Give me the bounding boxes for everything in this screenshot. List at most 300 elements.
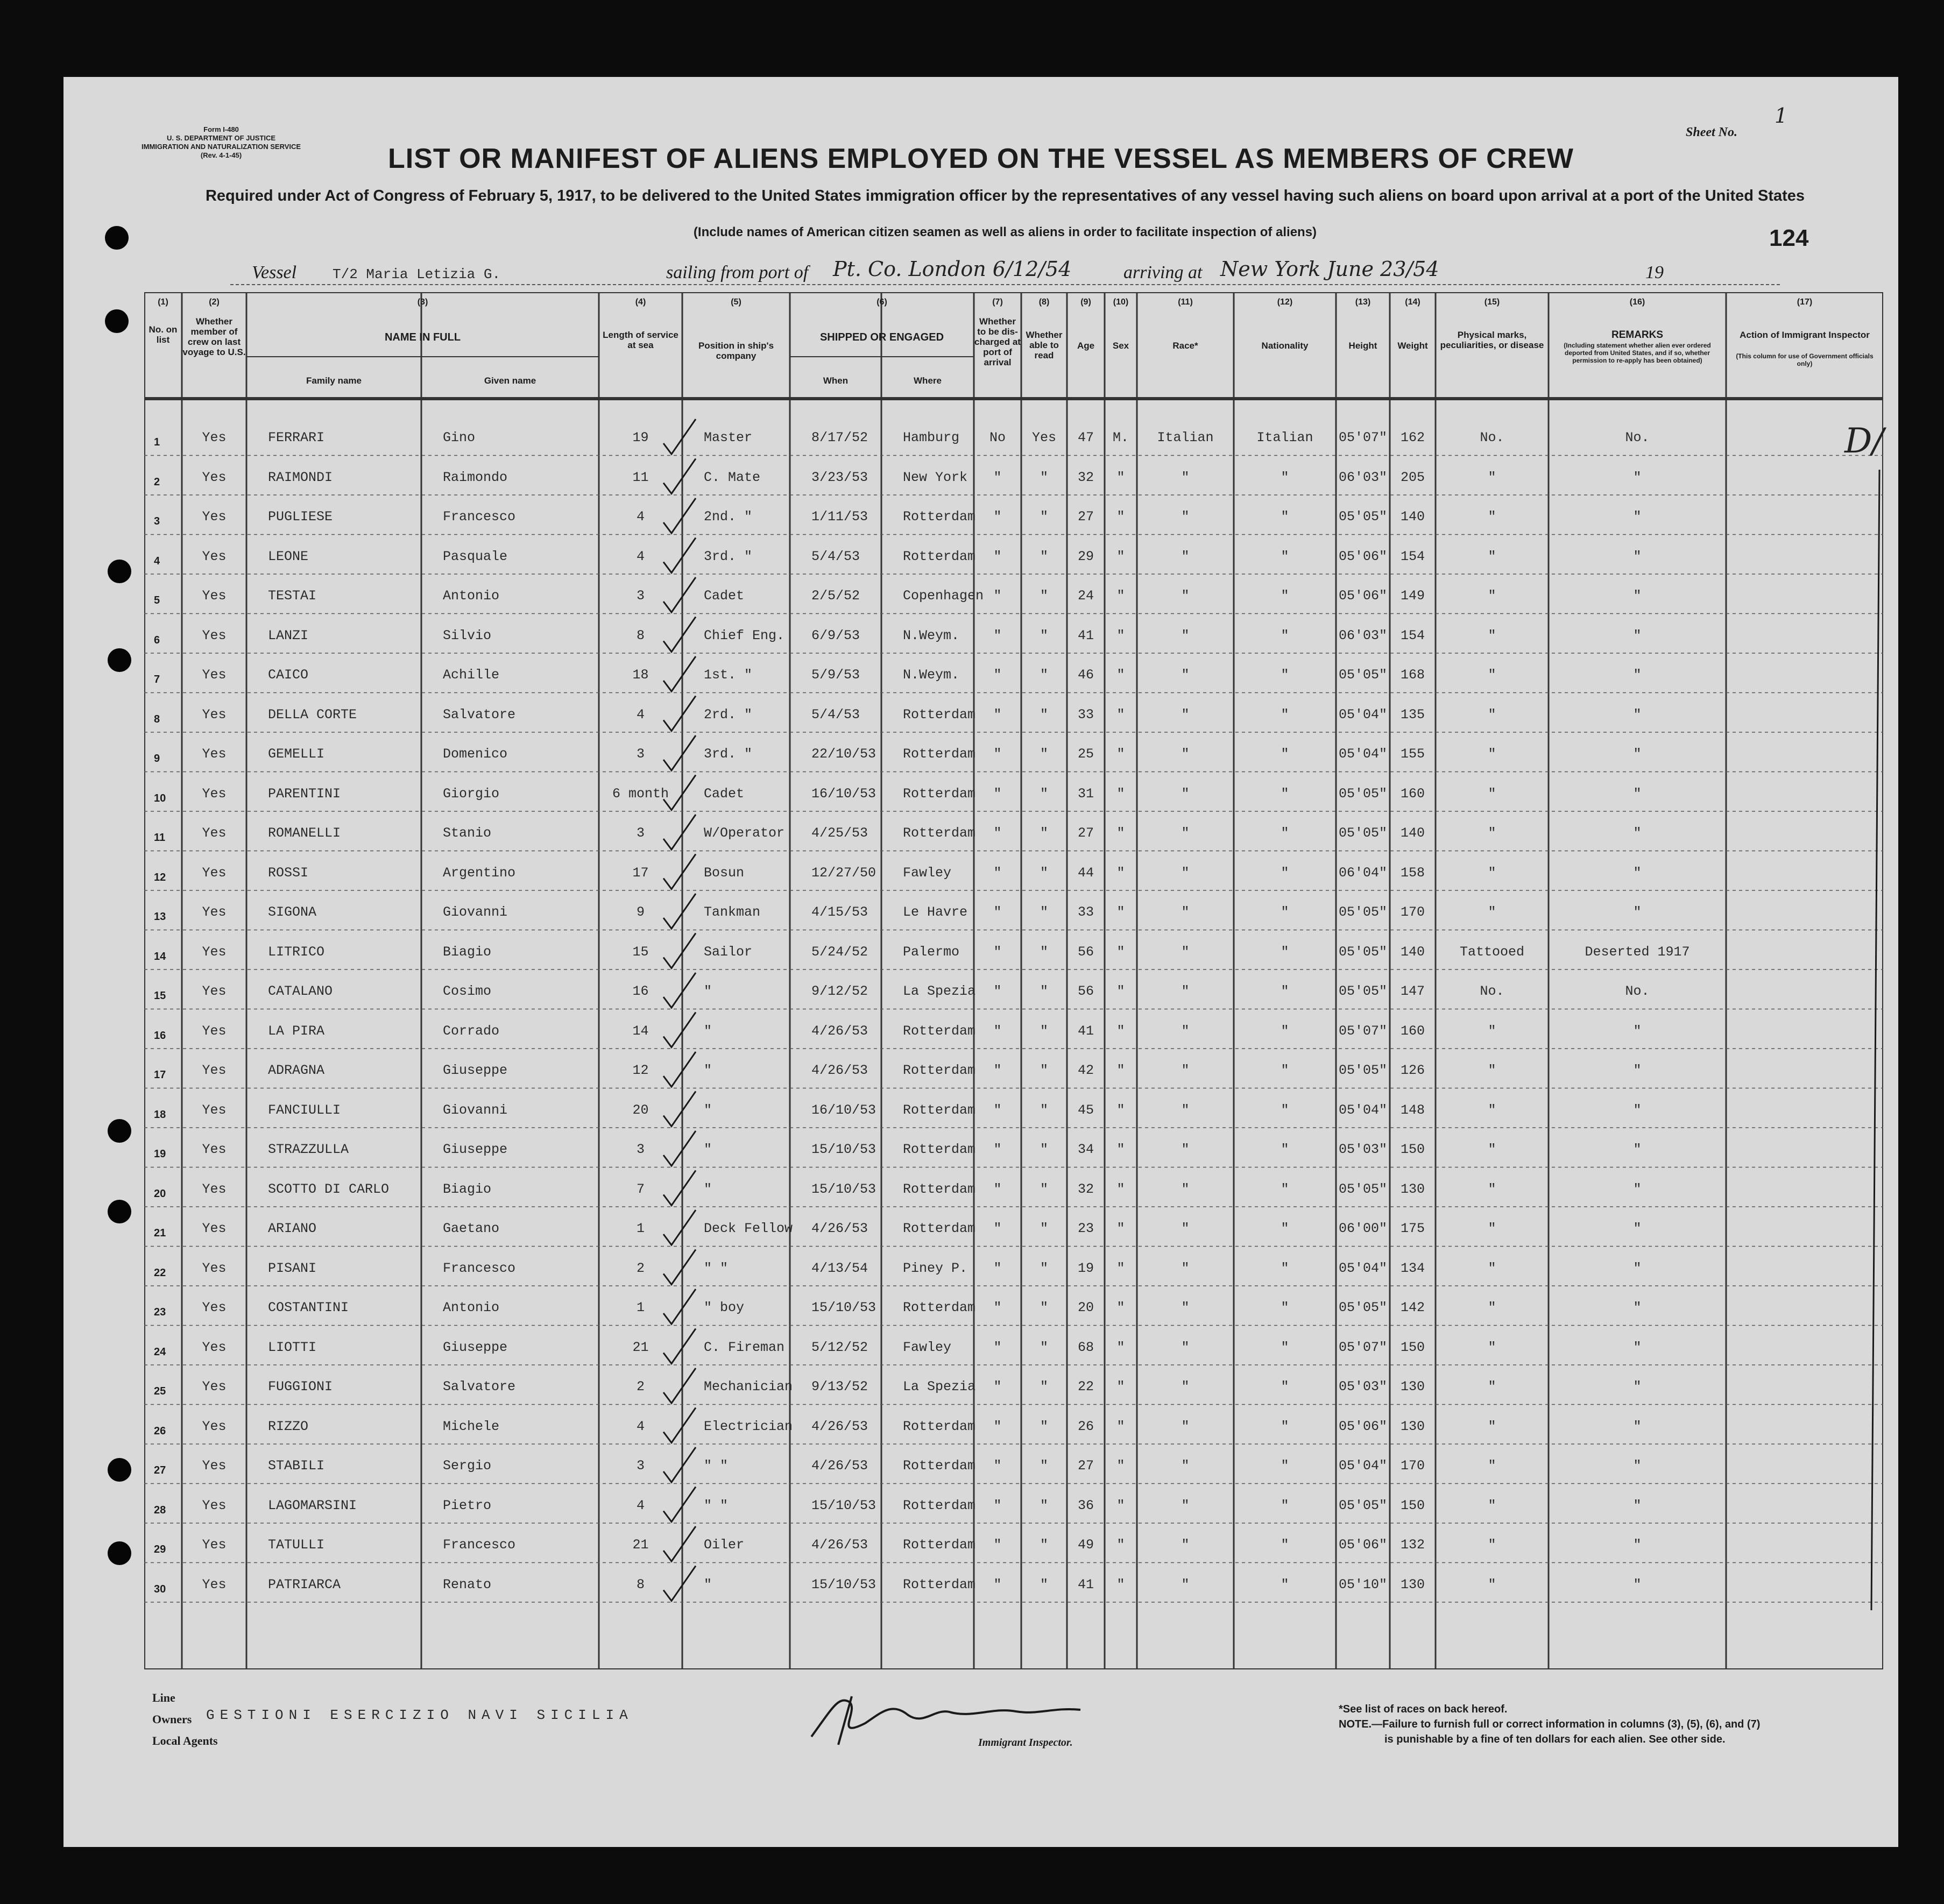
cell-rem: " xyxy=(1633,469,1642,485)
cell-nat: " xyxy=(1281,1102,1289,1118)
cell-age: 41 xyxy=(1077,627,1094,643)
cell-given: Giuseppe xyxy=(443,1339,508,1355)
row-number: 22 xyxy=(154,1266,166,1279)
cell-rem: " xyxy=(1633,1023,1642,1039)
cell-length: 4 xyxy=(636,1497,645,1513)
cell-age: 25 xyxy=(1077,746,1094,762)
cell-height: 05'05" xyxy=(1338,825,1387,841)
cell-when: 15/10/53 xyxy=(811,1142,876,1157)
cell-height: 05'05" xyxy=(1338,1181,1387,1197)
cell-nat: " xyxy=(1281,825,1289,841)
vessel-name: T/2 Maria Letizia G. xyxy=(333,266,501,282)
cell-age: 34 xyxy=(1077,1142,1094,1157)
column-number: (11) xyxy=(1178,298,1193,307)
cell-position: Master xyxy=(704,430,753,445)
cell-family: ROMANELLI xyxy=(268,825,341,841)
cell-phys: No. xyxy=(1480,983,1504,999)
column-number: (14) xyxy=(1405,298,1420,307)
cell-rem: " xyxy=(1633,1300,1642,1315)
cell-nat: " xyxy=(1281,509,1289,525)
cell-disch: " xyxy=(993,825,1002,841)
cell-age: 32 xyxy=(1077,1181,1094,1197)
row-number: 14 xyxy=(154,950,166,962)
row-number: 6 xyxy=(154,634,160,646)
cell-rem: No. xyxy=(1625,983,1650,999)
cell-family: LAGOMARSINI xyxy=(268,1497,357,1513)
cell-weight: 155 xyxy=(1400,746,1425,762)
cell-phys: " xyxy=(1488,1537,1496,1553)
cell-position: Tankman xyxy=(704,904,761,920)
sailing-label: sailing from port of xyxy=(666,263,809,282)
cell-family: FUGGIONI xyxy=(268,1379,333,1395)
cell-when: 4/15/53 xyxy=(811,904,868,920)
header-action: Action of Immigrant Inspector xyxy=(1740,330,1870,340)
cell-where: Fawley xyxy=(903,1339,952,1355)
cell-family: TESTAI xyxy=(268,588,317,604)
cell-where: Palermo xyxy=(903,944,960,960)
cell-family: RAIMONDI xyxy=(268,469,333,485)
column-number: (4) xyxy=(635,298,646,307)
cell-family: ARIANO xyxy=(268,1221,317,1236)
cell-weight: 140 xyxy=(1400,944,1425,960)
cell-family: ADRAGNA xyxy=(268,1063,325,1078)
cell-given: Corrado xyxy=(443,1023,500,1039)
cell-yes: Yes xyxy=(202,865,227,881)
cell-age: 45 xyxy=(1077,1102,1094,1118)
cell-where: Rotterdam xyxy=(903,509,976,525)
cell-rem: " xyxy=(1633,825,1642,841)
cell-phys: " xyxy=(1488,1221,1496,1236)
row-number: 20 xyxy=(154,1187,166,1200)
manifest-sheet xyxy=(63,77,1898,1847)
cell-given: Silvio xyxy=(443,627,492,643)
arriving-label: arriving at xyxy=(1123,263,1203,282)
header-remarks-sub: (Including statement whether alien ever ordered deported from United States, and if so, whether permission to re-apply has been obtained) xyxy=(1564,342,1711,364)
cell-position: " xyxy=(704,983,712,999)
vessel-underline xyxy=(230,284,1780,285)
cell-family: RIZZO xyxy=(268,1418,309,1434)
row-number: 25 xyxy=(154,1385,166,1397)
cell-sex: " xyxy=(1116,825,1125,841)
cell-where: Hamburg xyxy=(903,430,960,445)
cell-height: 05'05" xyxy=(1338,904,1387,920)
column-number: (13) xyxy=(1355,298,1371,307)
cell-length: 3 xyxy=(636,825,645,841)
cell-where: Rotterdam xyxy=(903,785,976,802)
header-action-sub: (This column for use of Government officials only) xyxy=(1736,352,1874,367)
cell-sex: " xyxy=(1116,944,1125,960)
cell-sex: " xyxy=(1116,548,1125,564)
cell-weight: 130 xyxy=(1400,1418,1425,1434)
cell-given: Cosimo xyxy=(443,983,492,999)
cell-when: 4/26/53 xyxy=(811,1221,868,1236)
cell-read: " xyxy=(1040,1181,1048,1197)
cell-nat: " xyxy=(1281,1339,1289,1355)
cell-family: LEONE xyxy=(268,548,309,564)
cell-read: " xyxy=(1040,1102,1048,1118)
cell-position: C. Mate xyxy=(704,469,761,485)
cell-weight: 154 xyxy=(1400,548,1425,564)
cell-position: 1st. " xyxy=(704,667,753,683)
column-number: (15) xyxy=(1484,298,1500,307)
cell-length: 8 xyxy=(636,1576,645,1592)
cell-age: 44 xyxy=(1077,865,1094,881)
cell-disch: " xyxy=(993,627,1002,643)
cell-read: " xyxy=(1040,667,1048,683)
cell-when: 5/9/53 xyxy=(811,667,860,683)
cell-phys: " xyxy=(1488,1379,1496,1395)
cell-yes: Yes xyxy=(202,1537,227,1553)
cell-weight: 170 xyxy=(1400,904,1425,920)
cell-family: CATALANO xyxy=(268,983,333,999)
cell-race: " xyxy=(1181,825,1190,841)
cell-age: 27 xyxy=(1077,825,1094,841)
cell-sex: " xyxy=(1116,1142,1125,1157)
column-number: (17) xyxy=(1797,298,1813,307)
cell-weight: 149 xyxy=(1400,588,1425,604)
column-number: (5) xyxy=(731,298,741,307)
cell-disch: " xyxy=(993,1260,1002,1276)
cell-yes: Yes xyxy=(202,825,227,841)
cell-weight: 132 xyxy=(1400,1537,1425,1553)
cell-yes: Yes xyxy=(202,706,227,723)
cell-race: " xyxy=(1181,706,1190,723)
year-label: 19 xyxy=(1645,263,1664,282)
cell-when: 5/12/52 xyxy=(811,1339,868,1355)
cell-phys: " xyxy=(1488,1576,1496,1592)
cell-phys: " xyxy=(1488,904,1496,920)
cell-where: Rotterdam xyxy=(903,706,976,723)
cell-length: 1 xyxy=(636,1300,645,1315)
cell-when: 16/10/53 xyxy=(811,1102,876,1118)
row-number: 8 xyxy=(154,713,160,725)
cell-phys: " xyxy=(1488,1142,1496,1157)
cell-age: 49 xyxy=(1077,1537,1094,1553)
row-number: 29 xyxy=(154,1544,166,1555)
cell-read: " xyxy=(1040,1063,1048,1078)
cell-when: 12/27/50 xyxy=(811,865,876,881)
column-number: (10) xyxy=(1113,298,1129,307)
row-number: 18 xyxy=(154,1108,166,1121)
cell-position: Sailor xyxy=(704,944,753,960)
cell-family: GEMELLI xyxy=(268,746,325,762)
cell-phys: " xyxy=(1488,548,1496,564)
cell-length: 4 xyxy=(636,706,645,723)
note-fine-2: is punishable by a fine of ten dollars for each alien. See other side. xyxy=(1384,1733,1726,1745)
cell-yes: Yes xyxy=(202,469,227,485)
cell-age: 33 xyxy=(1077,904,1094,920)
header-sex: Sex xyxy=(1112,341,1129,351)
cell-disch: " xyxy=(993,944,1002,960)
cell-read: " xyxy=(1040,1339,1048,1355)
cell-rem: " xyxy=(1633,667,1642,683)
cell-disch: " xyxy=(993,469,1002,485)
cell-disch: " xyxy=(993,865,1002,881)
cell-age: 32 xyxy=(1077,469,1094,485)
cell-position: " xyxy=(704,1181,712,1197)
cell-nat: " xyxy=(1281,1300,1289,1315)
cell-disch: " xyxy=(993,1418,1002,1434)
cell-age: 23 xyxy=(1077,1221,1094,1236)
cell-family: SCOTTO DI CARLO xyxy=(268,1181,390,1197)
cell-read: " xyxy=(1040,1576,1048,1592)
cell-weight: 150 xyxy=(1400,1142,1425,1157)
cell-rem: " xyxy=(1633,1576,1642,1592)
cell-length: 15 xyxy=(632,944,649,960)
header-position: Position in ship's company xyxy=(698,341,774,361)
cell-given: Argentino xyxy=(443,865,516,881)
cell-race: " xyxy=(1181,1023,1190,1039)
cell-position: Cadet xyxy=(704,785,745,802)
cell-race: " xyxy=(1181,944,1190,960)
cell-race: " xyxy=(1181,1576,1190,1592)
cell-when: 15/10/53 xyxy=(811,1497,876,1513)
cell-rem: " xyxy=(1633,904,1642,920)
cell-sex: " xyxy=(1116,706,1125,723)
cell-yes: Yes xyxy=(202,1300,227,1315)
cell-phys: " xyxy=(1488,706,1496,723)
row-number: 11 xyxy=(154,832,166,844)
cell-when: 4/13/54 xyxy=(811,1260,868,1276)
cell-height: 05'06" xyxy=(1338,588,1387,604)
header-name-in-full: NAME IN FULL xyxy=(384,331,461,343)
cell-position: 2nd. " xyxy=(704,509,753,525)
cell-sex: " xyxy=(1116,1181,1125,1197)
cell-when: 6/9/53 xyxy=(811,627,860,643)
cell-rem: " xyxy=(1633,1063,1642,1078)
cell-given: Achille xyxy=(443,667,500,683)
cell-yes: Yes xyxy=(202,944,227,960)
department: U. S. DEPARTMENT OF JUSTICE xyxy=(167,134,276,142)
cell-yes: Yes xyxy=(202,588,227,604)
row-number: 13 xyxy=(154,911,166,923)
cell-given: Renato xyxy=(443,1576,492,1592)
arriving-port: New York June 23/54 xyxy=(1220,257,1439,281)
cell-weight: 160 xyxy=(1400,785,1425,802)
cell-read: " xyxy=(1040,548,1048,564)
row-number: 23 xyxy=(154,1306,166,1318)
header-where: Where xyxy=(914,376,942,386)
cell-yes: Yes xyxy=(202,1418,227,1434)
cell-age: 24 xyxy=(1077,588,1094,604)
cell-height: 05'06" xyxy=(1338,1418,1387,1434)
cell-when: 22/10/53 xyxy=(811,746,876,762)
cell-rem: " xyxy=(1633,785,1642,802)
cell-read: " xyxy=(1040,509,1048,525)
cell-disch: " xyxy=(993,1023,1002,1039)
cell-length: 12 xyxy=(632,1063,649,1078)
cell-given: Pasquale xyxy=(443,548,508,564)
cell-sex: " xyxy=(1116,1300,1125,1315)
cell-weight: 160 xyxy=(1400,1023,1425,1039)
cell-yes: Yes xyxy=(202,1102,227,1118)
cell-phys: " xyxy=(1488,469,1496,485)
cell-given: Gino xyxy=(443,430,476,445)
cell-given: Raimondo xyxy=(443,469,508,485)
cell-length: 11 xyxy=(632,469,649,485)
cell-read: Yes xyxy=(1031,430,1056,445)
cell-length: 3 xyxy=(636,588,645,604)
cell-disch: " xyxy=(993,1300,1002,1315)
cell-where: N.Weym. xyxy=(903,667,960,683)
cell-phys: " xyxy=(1488,509,1496,525)
cell-where: Rotterdam xyxy=(903,1537,976,1553)
cell-when: 4/26/53 xyxy=(811,1023,868,1039)
cell-family: FERRARI xyxy=(268,430,325,445)
cell-yes: Yes xyxy=(202,983,227,999)
cell-disch: " xyxy=(993,1576,1002,1592)
cell-where: Fawley xyxy=(903,865,952,881)
cell-race: " xyxy=(1181,509,1190,525)
cell-read: " xyxy=(1040,469,1048,485)
cell-sex: " xyxy=(1116,1497,1125,1513)
cell-race: " xyxy=(1181,1497,1190,1513)
cell-rem: " xyxy=(1633,1418,1642,1434)
cell-given: Francesco xyxy=(443,509,516,525)
row-number: 15 xyxy=(154,990,166,1002)
cell-height: 05'03" xyxy=(1338,1379,1387,1395)
cell-when: 4/26/53 xyxy=(811,1063,868,1078)
cell-nat: Italian xyxy=(1256,430,1313,445)
cell-phys: " xyxy=(1488,1063,1496,1078)
cell-read: " xyxy=(1040,983,1048,999)
column-number: (6) xyxy=(876,298,887,307)
cell-where: New York xyxy=(903,469,968,485)
cell-race: " xyxy=(1181,1300,1190,1315)
cell-given: Salvatore xyxy=(443,1379,516,1395)
cell-read: " xyxy=(1040,1379,1048,1395)
cell-phys: " xyxy=(1488,1023,1496,1039)
cell-given: Sergio xyxy=(443,1458,492,1474)
cell-rem: " xyxy=(1633,1260,1642,1276)
cell-sex: " xyxy=(1116,1576,1125,1592)
cell-where: Piney P. xyxy=(903,1260,968,1276)
sheet-no-value: 1 xyxy=(1775,104,1788,128)
cell-disch: " xyxy=(993,548,1002,564)
cell-age: 26 xyxy=(1077,1418,1094,1434)
cell-read: " xyxy=(1040,1458,1048,1474)
cell-disch: " xyxy=(993,509,1002,525)
cell-height: 05'05" xyxy=(1338,1063,1387,1078)
cell-phys: " xyxy=(1488,1339,1496,1355)
cell-disch: No xyxy=(989,430,1006,445)
cell-weight: 130 xyxy=(1400,1576,1425,1592)
cell-position: 3rd. " xyxy=(704,746,753,762)
cell-height: 05'10" xyxy=(1338,1576,1387,1592)
cell-weight: 150 xyxy=(1400,1339,1425,1355)
cell-weight: 147 xyxy=(1400,983,1425,999)
cell-disch: " xyxy=(993,588,1002,604)
cell-weight: 140 xyxy=(1400,509,1425,525)
cell-rem: " xyxy=(1633,1181,1642,1197)
cell-yes: Yes xyxy=(202,1339,227,1355)
cell-position: " " xyxy=(704,1260,729,1276)
cell-length: 6 month xyxy=(612,785,669,802)
cell-given: Biagio xyxy=(443,1181,492,1197)
cell-race: " xyxy=(1181,469,1190,485)
cell-family: PATRIARCA xyxy=(268,1576,341,1592)
cell-family: STRAZZULLA xyxy=(268,1142,349,1157)
cell-race: " xyxy=(1181,627,1190,643)
cell-sex: " xyxy=(1116,1339,1125,1355)
row-number: 3 xyxy=(154,515,160,527)
cell-phys: " xyxy=(1488,1300,1496,1315)
cell-height: 05'06" xyxy=(1338,548,1387,564)
cell-nat: " xyxy=(1281,548,1289,564)
inspector-label: Immigrant Inspector. xyxy=(978,1737,1073,1749)
header-discharged: Whether to be dis-charged at port of arrival xyxy=(974,316,1021,367)
column-number: (12) xyxy=(1277,298,1293,307)
header-age: Age xyxy=(1077,341,1095,351)
cell-race: " xyxy=(1181,1221,1190,1236)
cell-age: 27 xyxy=(1077,509,1094,525)
note-races: *See list of races on back hereof. xyxy=(1339,1703,1508,1715)
binding-hole xyxy=(108,1119,131,1143)
row-number: 10 xyxy=(154,792,166,804)
cell-nat: " xyxy=(1281,1576,1289,1592)
action-mark: D/ xyxy=(1844,421,1884,461)
row-number: 5 xyxy=(154,594,160,606)
form-subtitle: Required under Act of Congress of February 5, 1917, to be delivered to the United States immigration officer by the representatives of any vessel having such aliens on board upon arrival at a port of the United States xyxy=(205,187,1805,204)
cell-height: 05'04" xyxy=(1338,706,1387,723)
cell-race: Italian xyxy=(1157,430,1214,445)
cell-where: Rotterdam xyxy=(903,825,976,841)
cell-sex: " xyxy=(1116,627,1125,643)
cell-where: Rotterdam xyxy=(903,1418,976,1434)
cell-age: 31 xyxy=(1077,785,1094,802)
cell-where: Rotterdam xyxy=(903,746,976,762)
cell-length: 14 xyxy=(632,1023,649,1039)
cell-where: Rotterdam xyxy=(903,548,976,564)
cell-length: 4 xyxy=(636,1418,645,1434)
cell-height: 05'07" xyxy=(1338,430,1387,445)
cell-yes: Yes xyxy=(202,785,227,802)
cell-sex: " xyxy=(1116,1063,1125,1078)
cell-race: " xyxy=(1181,588,1190,604)
cell-disch: " xyxy=(993,1339,1002,1355)
cell-read: " xyxy=(1040,1023,1048,1039)
cell-rem: " xyxy=(1633,1221,1642,1236)
cell-rem: No. xyxy=(1625,430,1650,445)
header-able-read: Whether able to read xyxy=(1026,330,1063,360)
cell-given: Michele xyxy=(443,1418,500,1434)
cell-weight: 162 xyxy=(1400,430,1425,445)
cell-race: " xyxy=(1181,548,1190,564)
cell-rem: " xyxy=(1633,627,1642,643)
cell-height: 05'05" xyxy=(1338,1300,1387,1315)
note-fine-1: NOTE.—Failure to furnish full or correct information in columns (3), (5), (6), and (7) xyxy=(1339,1718,1761,1730)
binding-hole xyxy=(108,1541,131,1565)
cell-race: " xyxy=(1181,1418,1190,1434)
cell-rem: " xyxy=(1633,588,1642,604)
cell-position: C. Fireman xyxy=(704,1339,785,1355)
row-number: 2 xyxy=(154,476,160,488)
cell-family: PARENTINI xyxy=(268,785,341,802)
cell-position: Oiler xyxy=(704,1537,745,1553)
header-given-name: Given name xyxy=(484,376,536,386)
cell-disch: " xyxy=(993,785,1002,802)
cell-weight: 130 xyxy=(1400,1181,1425,1197)
cell-family: LA PIRA xyxy=(268,1023,325,1039)
cell-age: 41 xyxy=(1077,1023,1094,1039)
cell-read: " xyxy=(1040,1497,1048,1513)
cell-yes: Yes xyxy=(202,667,227,683)
cell-age: 36 xyxy=(1077,1497,1094,1513)
form-subtitle-2: (Include names of American citizen seamen as well as aliens in order to facilitate inspection of aliens) xyxy=(693,225,1317,239)
row-number: 27 xyxy=(154,1464,166,1476)
row-number: 17 xyxy=(154,1069,166,1081)
cell-rem: " xyxy=(1633,706,1642,723)
